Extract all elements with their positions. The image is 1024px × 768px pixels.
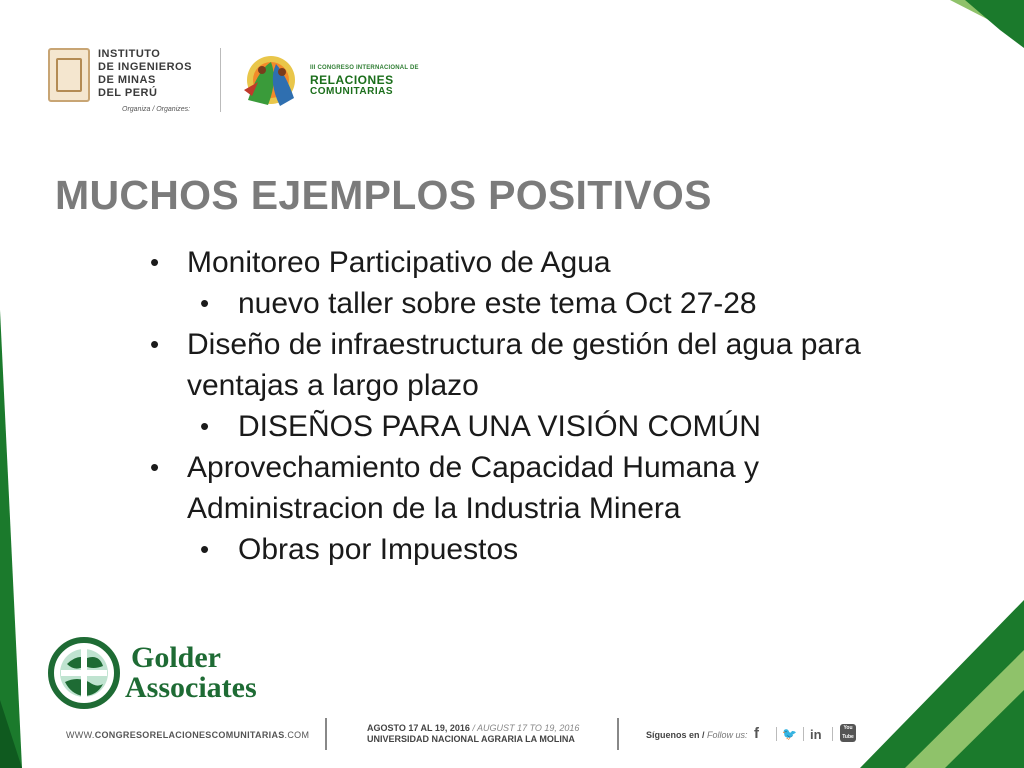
iimp-crest-icon [48, 48, 90, 102]
url-prefix: WWW. [66, 730, 95, 740]
iimp-line-3: DE MINAS [98, 74, 156, 86]
footer-event-info [367, 723, 579, 745]
bullet-item: • Monitoreo Participativo de Agua [150, 242, 870, 283]
youtube-label-bottom: Tube [842, 734, 854, 740]
event-date-en: / AUGUST 17 TO 19, 2016 [469, 723, 580, 733]
congreso-subtitle: III CONGRESO INTERNACIONAL DE [310, 65, 419, 71]
footer-website-link[interactable] [66, 730, 309, 740]
golder-associates-logo [47, 636, 257, 710]
footer-divider [325, 718, 327, 750]
congreso-title-line-2: COMUNITARIAS [310, 86, 394, 97]
footer-divider [617, 718, 619, 750]
linkedin-icon[interactable]: in [810, 727, 822, 742]
iimp-line-1: INSTITUTO [98, 48, 161, 60]
sub-bullet-item: • Obras por Impuestos [150, 529, 870, 570]
event-date-es: AGOSTO 17 AL 19, 2016 [367, 723, 470, 733]
follow-us-label [646, 730, 748, 740]
golder-text [125, 643, 257, 703]
associates-name: Associates [125, 671, 257, 704]
slide-title: MUCHOS EJEMPLOS POSITIVOS [55, 172, 712, 218]
golder-name: Golder [131, 641, 221, 674]
url-main: CONGRESORELACIONESCOMUNITARIAS [94, 730, 285, 740]
facebook-icon[interactable]: f [754, 725, 759, 742]
iimp-logo [48, 48, 192, 102]
iimp-line-4: DEL PERÚ [98, 87, 158, 99]
congreso-logo [238, 50, 419, 110]
bullet-item: • Aprovechamiento de Capacidad Humana y Administracion de la Industria Minera [150, 447, 870, 529]
bullet-item: • Diseño de infraestructura de gestión del agua para ventajas a largo plazo [150, 324, 870, 406]
congreso-title-line-1: RELACIONES [310, 73, 394, 87]
congreso-emblem-icon [238, 50, 304, 110]
iimp-line-2: DE INGENIEROS [98, 61, 192, 73]
sub-bullet-item: • nuevo taller sobre este tema Oct 27-28 [150, 283, 870, 324]
social-divider [776, 727, 777, 741]
twitter-icon[interactable]: 🐦 [782, 727, 797, 741]
left-edge-stripe [0, 310, 22, 768]
follow-en: Follow us: [707, 730, 748, 740]
follow-es: Síguenos en / [646, 730, 708, 740]
social-divider [803, 727, 804, 741]
header-divider [220, 48, 221, 112]
bullet-list [150, 242, 870, 570]
youtube-icon[interactable] [840, 724, 856, 742]
event-venue: UNIVERSIDAD NACIONAL AGRARIA LA MOLINA [367, 734, 575, 744]
golder-globe-icon [47, 636, 121, 710]
congreso-text [310, 62, 419, 98]
organiza-label: Organiza / Organizes: [122, 106, 191, 113]
youtube-label-top: You [843, 725, 853, 731]
sub-bullet-item: • DISEÑOS PARA UNA VISIÓN COMÚN [150, 406, 870, 447]
url-suffix: .COM [284, 730, 310, 740]
iimp-logo-text [98, 48, 192, 100]
social-divider [832, 727, 833, 741]
